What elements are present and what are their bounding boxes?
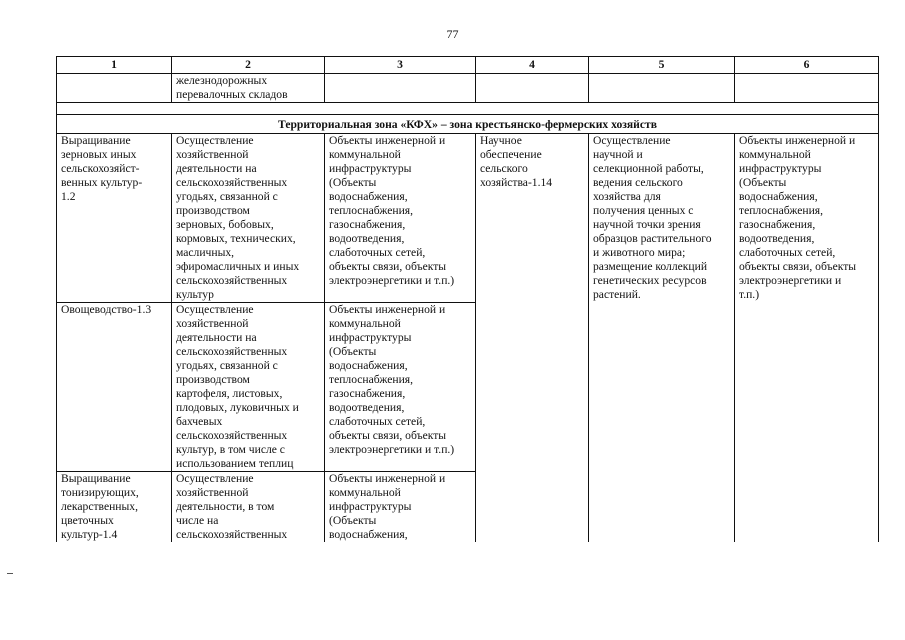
permitted-use-name: Выращивание тонизирующих, лекарственных, цветочных культур-1.4 [57,472,172,543]
permitted-use-name: Выращивание зерновых иных сельскохозяйст- венных культур- 1.2 [57,134,172,303]
auxiliary-use: Объекты инженерной и коммунальной инфраструктуры (Объекты водоснабжения, [325,472,476,543]
spacer-row [57,103,879,115]
column-number-row [57,57,879,74]
zoning-regulations-table [56,56,879,542]
continuation-cell-6 [735,74,879,103]
column-header-2: 2 [172,57,325,74]
zone-title-row [57,115,879,134]
continuation-cell-3 [325,74,476,103]
column-header-5: 5 [589,57,735,74]
spacer-cell [57,103,879,115]
zone-title: Территориальная зона «КФХ» – зона крестьянско-фермерских хозяйств [57,115,879,134]
auxiliary-use: Объекты инженерной и коммунальной инфраструктуры (Объекты водоснабжения, теплоснабжения, газоснабжения, водоотведения, слаботочных сетей, объекты связи, объекты электроэнергетики и т.п.) [325,303,476,472]
conditional-auxiliary-use: Объекты инженерной и коммунальной инфраструктуры (Объекты водоснабжения, теплоснабжения, газоснабжения, водоотведения, слаботочных сетей, объекты связи, объекты электроэнергетики и т.п.) [735,134,879,543]
permitted-use-name: Овощеводство-1.3 [57,303,172,472]
continuation-row [57,74,879,103]
permitted-use-description: Осуществление хозяйственной деятельности на сельскохозяйственных угодьях, связанной с производством картофеля, листовых, плодовых, луковичных и бахчевых сельскохозяйственных культур, в том числе с использованием теплиц [172,303,325,472]
conditional-use-name: Научное обеспечение сельского хозяйства-1.14 [476,134,589,543]
column-header-1: 1 [57,57,172,74]
continuation-cell-1 [57,74,172,103]
column-header-4: 4 [476,57,589,74]
auxiliary-use: Объекты инженерной и коммунальной инфраструктуры (Объекты водоснабжения, теплоснабжения, газоснабжения, водоотведения, слаботочных сетей, объекты связи, объекты электроэнергетики и т.п.) [325,134,476,303]
continuation-text: железнодорожных перевалочных складов [172,74,325,103]
continuation-cell-5 [589,74,735,103]
conditional-use-description: Осуществление научной и селекционной работы, ведения сельского хозяйства для получения ценных с научной точки зрения образцов растительного и животного мира; размещение коллекций генетических ресурсов растений. [589,134,735,543]
permitted-use-description: Осуществление хозяйственной деятельности, в том числе на сельскохозяйственных [172,472,325,543]
column-header-3: 3 [325,57,476,74]
scan-edge-mark [7,573,13,574]
table-row [57,134,879,303]
column-header-6: 6 [735,57,879,74]
page-number: 77 [446,27,459,41]
continuation-cell-4 [476,74,589,103]
permitted-use-description: Осуществление хозяйственной деятельности на сельскохозяйственных угодьях, связанной с производством зерновых, бобовых, кормовых, технических, масличных, эфиромасличных и иных сельскохозяйственных культур [172,134,325,303]
